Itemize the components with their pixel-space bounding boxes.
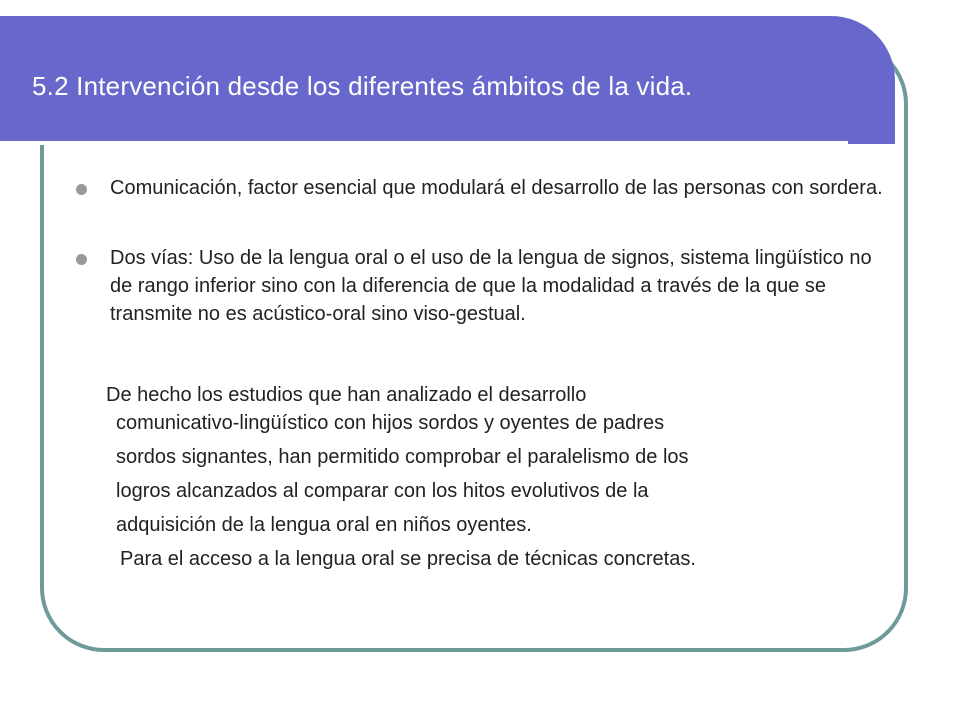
- slide-title: 5.2 Intervención desde los diferentes ámbitos de la vida.: [32, 71, 693, 101]
- closing-line: Para el acceso a la lengua oral se precisa de técnicas concretas.: [120, 548, 696, 570]
- bullet-dot: [76, 254, 87, 265]
- bullet-item-dos-vias: Dos vías: Uso de la lengua oral o el uso de la lengua de signos, sistema lingüístico no de rango inferior sino con la diferencia de que la modalidad a través de la que se transmite no es acústico-oral sino viso-gestual.: [110, 247, 872, 325]
- paragraph-line: comunicativo-lingüístico con hijos sordos y oyentes de padres: [116, 412, 665, 434]
- bullet-dot: [76, 184, 87, 195]
- paragraph-line: logros alcanzados al comparar con los hitos evolutivos de la: [116, 480, 649, 502]
- paragraph-line: De hecho los estudios que han analizado el desarrollo: [106, 384, 587, 406]
- paragraph-line: sordos signantes, han permitido comprobar el paralelismo de los: [116, 446, 689, 468]
- paragraph-line: adquisición de la lengua oral en niños oyentes.: [116, 514, 532, 536]
- bullet-item-comunicacion: Comunicación, factor esencial que modulará el desarrollo de las personas con sordera.: [110, 177, 883, 199]
